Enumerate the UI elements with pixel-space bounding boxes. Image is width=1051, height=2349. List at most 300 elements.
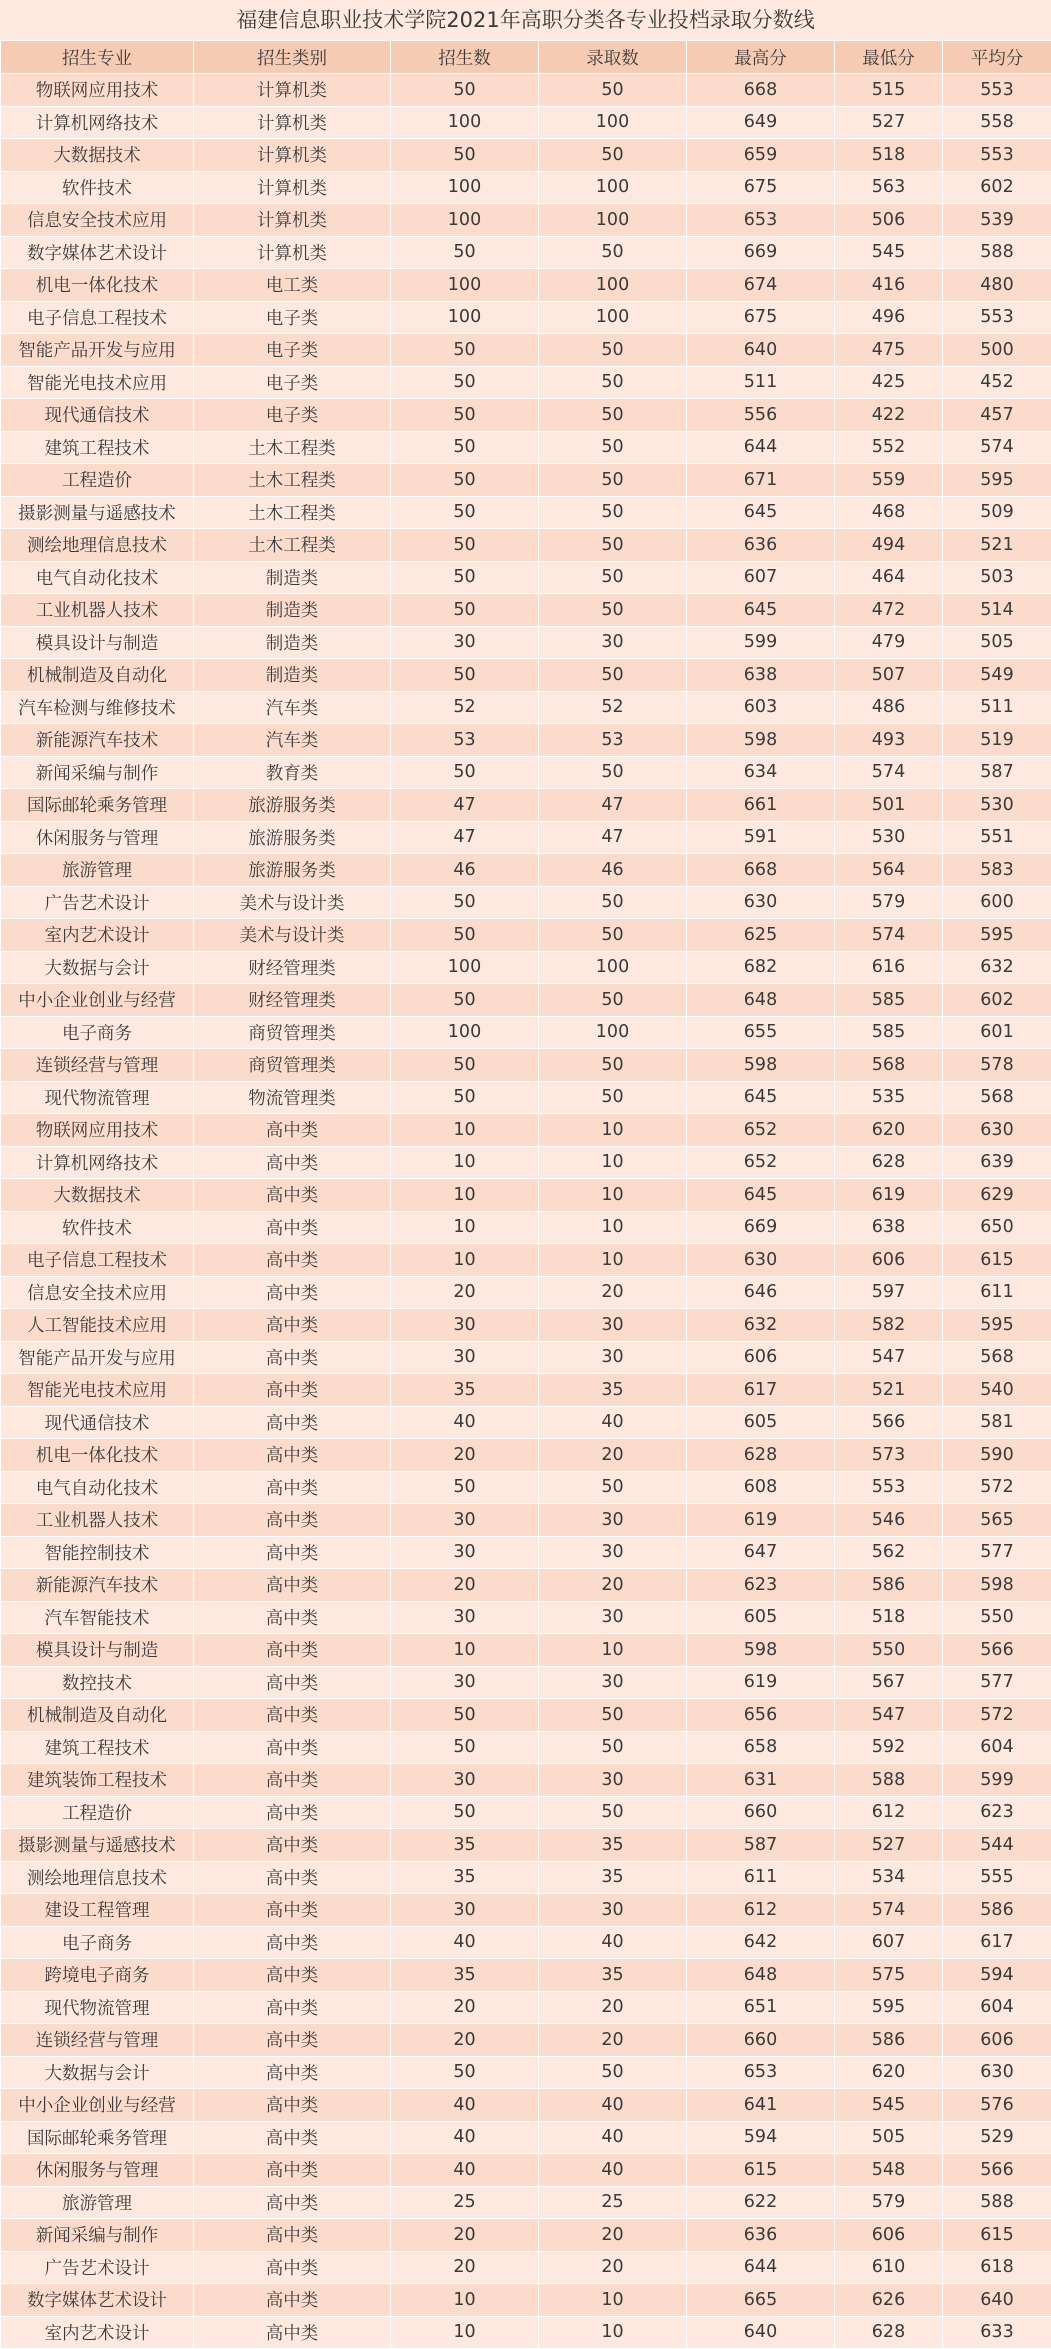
cell-category: 高中类 — [194, 2251, 391, 2284]
cell-category: 高中类 — [194, 2154, 391, 2187]
cell-category: 高中类 — [194, 1504, 391, 1537]
cell-quota: 40 — [391, 2121, 539, 2154]
table-row — [1, 1894, 1051, 1927]
table-row — [1, 2251, 1051, 2284]
cell-avg-score: 509 — [943, 496, 1051, 529]
cell-category: 汽车类 — [194, 691, 391, 724]
cell-avg-score: 539 — [943, 204, 1051, 237]
cell-admitted: 100 — [539, 171, 687, 204]
cell-admitted: 50 — [539, 886, 687, 919]
cell-category: 高中类 — [194, 1276, 391, 1309]
cell-max-score: 668 — [687, 854, 835, 887]
cell-min-score: 574 — [835, 919, 943, 952]
table-row — [1, 1731, 1051, 1764]
cell-max-score: 656 — [687, 1699, 835, 1732]
cell-min-score: 638 — [835, 1211, 943, 1244]
cell-max-score: 675 — [687, 171, 835, 204]
cell-major: 数字媒体艺术设计 — [1, 2284, 194, 2317]
cell-category: 土木工程类 — [194, 529, 391, 562]
cell-major: 旅游管理 — [1, 854, 194, 887]
cell-quota: 50 — [391, 399, 539, 432]
table-row — [1, 106, 1051, 139]
cell-category: 电子类 — [194, 366, 391, 399]
cell-category: 制造类 — [194, 594, 391, 627]
table-row — [1, 1634, 1051, 1667]
table-row — [1, 789, 1051, 822]
cell-max-score: 674 — [687, 269, 835, 302]
table-row — [1, 1211, 1051, 1244]
cell-avg-score: 615 — [943, 1244, 1051, 1277]
cell-quota: 40 — [391, 1406, 539, 1439]
cell-max-score: 619 — [687, 1504, 835, 1537]
cell-major: 休闲服务与管理 — [1, 821, 194, 854]
cell-admitted: 50 — [539, 74, 687, 107]
score-table — [0, 40, 1051, 2349]
cell-max-score: 594 — [687, 2121, 835, 2154]
cell-major: 电子商务 — [1, 1016, 194, 1049]
header-admitted: 录取数 — [539, 41, 687, 74]
cell-major: 大数据技术 — [1, 1179, 194, 1212]
cell-quota: 10 — [391, 1244, 539, 1277]
cell-admitted: 50 — [539, 756, 687, 789]
cell-max-score: 556 — [687, 399, 835, 432]
cell-max-score: 645 — [687, 1081, 835, 1114]
cell-admitted: 50 — [539, 919, 687, 952]
cell-category: 高中类 — [194, 2024, 391, 2057]
cell-major: 数字媒体艺术设计 — [1, 236, 194, 269]
cell-avg-score: 529 — [943, 2121, 1051, 2154]
cell-min-score: 553 — [835, 1471, 943, 1504]
cell-min-score: 562 — [835, 1536, 943, 1569]
cell-admitted: 30 — [539, 1504, 687, 1537]
cell-min-score: 575 — [835, 1959, 943, 1992]
cell-avg-score: 551 — [943, 821, 1051, 854]
cell-min-score: 486 — [835, 691, 943, 724]
cell-min-score: 579 — [835, 2186, 943, 2219]
cell-quota: 50 — [391, 1731, 539, 1764]
table-row — [1, 951, 1051, 984]
table-row — [1, 724, 1051, 757]
cell-admitted: 50 — [539, 431, 687, 464]
cell-quota: 40 — [391, 1926, 539, 1959]
cell-max-score: 661 — [687, 789, 835, 822]
cell-avg-score: 572 — [943, 1699, 1051, 1732]
cell-avg-score: 588 — [943, 236, 1051, 269]
cell-admitted: 50 — [539, 366, 687, 399]
cell-major: 电气自动化技术 — [1, 561, 194, 594]
cell-min-score: 547 — [835, 1341, 943, 1374]
cell-quota: 10 — [391, 1179, 539, 1212]
cell-min-score: 546 — [835, 1504, 943, 1537]
cell-category: 美术与设计类 — [194, 886, 391, 919]
table-row — [1, 1276, 1051, 1309]
cell-admitted: 52 — [539, 691, 687, 724]
header-category: 招生类别 — [194, 41, 391, 74]
cell-max-score: 611 — [687, 1861, 835, 1894]
cell-major: 国际邮轮乘务管理 — [1, 789, 194, 822]
cell-min-score: 515 — [835, 74, 943, 107]
cell-major: 电子信息工程技术 — [1, 301, 194, 334]
cell-max-score: 671 — [687, 464, 835, 497]
cell-category: 高中类 — [194, 1569, 391, 1602]
cell-category: 电子类 — [194, 334, 391, 367]
cell-quota: 35 — [391, 1959, 539, 1992]
cell-max-score: 645 — [687, 594, 835, 627]
cell-avg-score: 650 — [943, 1211, 1051, 1244]
cell-quota: 30 — [391, 1894, 539, 1927]
cell-category: 高中类 — [194, 1114, 391, 1147]
cell-max-score: 619 — [687, 1666, 835, 1699]
table-row — [1, 1016, 1051, 1049]
cell-min-score: 579 — [835, 886, 943, 919]
cell-major: 广告艺术设计 — [1, 2251, 194, 2284]
cell-max-score: 615 — [687, 2154, 835, 2187]
cell-avg-score: 505 — [943, 626, 1051, 659]
cell-quota: 30 — [391, 1666, 539, 1699]
cell-avg-score: 630 — [943, 1114, 1051, 1147]
cell-avg-score: 595 — [943, 464, 1051, 497]
cell-admitted: 35 — [539, 1959, 687, 1992]
cell-admitted: 10 — [539, 1244, 687, 1277]
cell-min-score: 620 — [835, 2056, 943, 2089]
table-row — [1, 1406, 1051, 1439]
cell-category: 计算机类 — [194, 74, 391, 107]
cell-max-score: 640 — [687, 334, 835, 367]
cell-major: 建筑装饰工程技术 — [1, 1764, 194, 1797]
cell-admitted: 20 — [539, 2219, 687, 2252]
cell-category: 土木工程类 — [194, 431, 391, 464]
cell-avg-score: 599 — [943, 1764, 1051, 1797]
cell-admitted: 10 — [539, 1211, 687, 1244]
cell-quota: 20 — [391, 1439, 539, 1472]
cell-avg-score: 544 — [943, 1829, 1051, 1862]
cell-quota: 50 — [391, 529, 539, 562]
cell-min-score: 507 — [835, 659, 943, 692]
cell-major: 模具设计与制造 — [1, 1634, 194, 1667]
cell-quota: 47 — [391, 821, 539, 854]
cell-max-score: 605 — [687, 1406, 835, 1439]
cell-avg-score: 553 — [943, 74, 1051, 107]
table-row — [1, 431, 1051, 464]
cell-quota: 50 — [391, 756, 539, 789]
cell-major: 物联网应用技术 — [1, 74, 194, 107]
table-row — [1, 2316, 1051, 2349]
cell-max-score: 649 — [687, 106, 835, 139]
cell-category: 旅游服务类 — [194, 789, 391, 822]
cell-max-score: 605 — [687, 1601, 835, 1634]
cell-major: 建筑工程技术 — [1, 1731, 194, 1764]
cell-category: 制造类 — [194, 561, 391, 594]
cell-avg-score: 598 — [943, 1569, 1051, 1602]
cell-admitted: 40 — [539, 2154, 687, 2187]
cell-quota: 100 — [391, 204, 539, 237]
cell-admitted: 20 — [539, 2024, 687, 2057]
cell-max-score: 603 — [687, 691, 835, 724]
table-row — [1, 2284, 1051, 2317]
cell-quota: 10 — [391, 1114, 539, 1147]
cell-max-score: 631 — [687, 1764, 835, 1797]
cell-category: 高中类 — [194, 1959, 391, 1992]
cell-category: 计算机类 — [194, 139, 391, 172]
cell-admitted: 50 — [539, 594, 687, 627]
cell-category: 高中类 — [194, 1406, 391, 1439]
table-row — [1, 139, 1051, 172]
cell-avg-score: 618 — [943, 2251, 1051, 2284]
cell-quota: 20 — [391, 1569, 539, 1602]
cell-quota: 50 — [391, 1699, 539, 1732]
cell-max-score: 617 — [687, 1374, 835, 1407]
cell-quota: 52 — [391, 691, 539, 724]
cell-quota: 100 — [391, 301, 539, 334]
cell-avg-score: 595 — [943, 1309, 1051, 1342]
cell-admitted: 10 — [539, 1146, 687, 1179]
cell-major: 数控技术 — [1, 1666, 194, 1699]
cell-avg-score: 577 — [943, 1666, 1051, 1699]
cell-max-score: 642 — [687, 1926, 835, 1959]
cell-min-score: 610 — [835, 2251, 943, 2284]
cell-category: 美术与设计类 — [194, 919, 391, 952]
cell-major: 智能产品开发与应用 — [1, 1341, 194, 1374]
cell-major: 新闻采编与制作 — [1, 2219, 194, 2252]
cell-max-score: 628 — [687, 1439, 835, 1472]
document-title: 福建信息职业技术学院2021年高职分类各专业投档录取分数线 — [0, 0, 1051, 40]
cell-min-score: 620 — [835, 1114, 943, 1147]
cell-major: 新能源汽车技术 — [1, 1569, 194, 1602]
cell-min-score: 506 — [835, 204, 943, 237]
table-row — [1, 1764, 1051, 1797]
cell-avg-score: 500 — [943, 334, 1051, 367]
cell-min-score: 628 — [835, 1146, 943, 1179]
table-row — [1, 334, 1051, 367]
cell-major: 室内艺术设计 — [1, 2316, 194, 2349]
cell-major: 大数据技术 — [1, 139, 194, 172]
cell-category: 高中类 — [194, 1666, 391, 1699]
cell-max-score: 648 — [687, 1959, 835, 1992]
cell-min-score: 586 — [835, 2024, 943, 2057]
cell-admitted: 50 — [539, 1699, 687, 1732]
cell-major: 测绘地理信息技术 — [1, 529, 194, 562]
cell-quota: 10 — [391, 1146, 539, 1179]
cell-major: 建筑工程技术 — [1, 431, 194, 464]
cell-max-score: 634 — [687, 756, 835, 789]
cell-min-score: 545 — [835, 236, 943, 269]
cell-category: 高中类 — [194, 1146, 391, 1179]
cell-min-score: 626 — [835, 2284, 943, 2317]
cell-category: 土木工程类 — [194, 464, 391, 497]
cell-min-score: 416 — [835, 269, 943, 302]
cell-avg-score: 629 — [943, 1179, 1051, 1212]
header-max-score: 最高分 — [687, 41, 835, 74]
table-row — [1, 1471, 1051, 1504]
cell-max-score: 591 — [687, 821, 835, 854]
cell-min-score: 425 — [835, 366, 943, 399]
cell-admitted: 50 — [539, 561, 687, 594]
cell-max-score: 658 — [687, 1731, 835, 1764]
cell-avg-score: 565 — [943, 1504, 1051, 1537]
cell-quota: 46 — [391, 854, 539, 887]
cell-major: 汽车检测与维修技术 — [1, 691, 194, 724]
table-row — [1, 2056, 1051, 2089]
cell-category: 高中类 — [194, 1634, 391, 1667]
cell-max-score: 653 — [687, 204, 835, 237]
cell-major: 大数据与会计 — [1, 951, 194, 984]
cell-max-score: 645 — [687, 1179, 835, 1212]
cell-avg-score: 566 — [943, 1634, 1051, 1667]
cell-avg-score: 553 — [943, 301, 1051, 334]
table-row — [1, 984, 1051, 1017]
cell-quota: 40 — [391, 2154, 539, 2187]
cell-admitted: 10 — [539, 2284, 687, 2317]
cell-min-score: 588 — [835, 1764, 943, 1797]
cell-max-score: 665 — [687, 2284, 835, 2317]
table-row — [1, 1829, 1051, 1862]
cell-min-score: 612 — [835, 1796, 943, 1829]
cell-admitted: 47 — [539, 789, 687, 822]
cell-admitted: 30 — [539, 1601, 687, 1634]
cell-min-score: 568 — [835, 1049, 943, 1082]
cell-major: 建设工程管理 — [1, 1894, 194, 1927]
cell-category: 高中类 — [194, 2219, 391, 2252]
cell-category: 高中类 — [194, 1861, 391, 1894]
cell-min-score: 505 — [835, 2121, 943, 2154]
cell-admitted: 100 — [539, 204, 687, 237]
cell-min-score: 548 — [835, 2154, 943, 2187]
cell-admitted: 25 — [539, 2186, 687, 2219]
cell-admitted: 100 — [539, 1016, 687, 1049]
cell-major: 现代物流管理 — [1, 1081, 194, 1114]
cell-major: 现代通信技术 — [1, 399, 194, 432]
cell-avg-score: 595 — [943, 919, 1051, 952]
cell-admitted: 40 — [539, 1406, 687, 1439]
cell-max-score: 623 — [687, 1569, 835, 1602]
cell-avg-score: 606 — [943, 2024, 1051, 2057]
cell-admitted: 35 — [539, 1829, 687, 1862]
cell-major: 机械制造及自动化 — [1, 1699, 194, 1732]
cell-avg-score: 521 — [943, 529, 1051, 562]
cell-major: 模具设计与制造 — [1, 626, 194, 659]
table-row — [1, 2121, 1051, 2154]
table-row — [1, 1861, 1051, 1894]
cell-quota: 50 — [391, 74, 539, 107]
cell-avg-score: 581 — [943, 1406, 1051, 1439]
cell-category: 高中类 — [194, 1601, 391, 1634]
table-row — [1, 854, 1051, 887]
cell-quota: 50 — [391, 659, 539, 692]
cell-avg-score: 640 — [943, 2284, 1051, 2317]
cell-min-score: 534 — [835, 1861, 943, 1894]
cell-max-score: 647 — [687, 1536, 835, 1569]
cell-major: 工程造价 — [1, 1796, 194, 1829]
cell-admitted: 35 — [539, 1861, 687, 1894]
cell-category: 制造类 — [194, 626, 391, 659]
cell-max-score: 607 — [687, 561, 835, 594]
cell-max-score: 599 — [687, 626, 835, 659]
cell-max-score: 652 — [687, 1114, 835, 1147]
cell-min-score: 607 — [835, 1926, 943, 1959]
cell-admitted: 30 — [539, 1894, 687, 1927]
cell-major: 智能光电技术应用 — [1, 1374, 194, 1407]
header-quota: 招生数 — [391, 41, 539, 74]
cell-major: 中小企业创业与经营 — [1, 984, 194, 1017]
cell-min-score: 545 — [835, 2089, 943, 2122]
table-row — [1, 74, 1051, 107]
cell-quota: 50 — [391, 366, 539, 399]
cell-admitted: 50 — [539, 984, 687, 1017]
cell-category: 高中类 — [194, 1439, 391, 1472]
table-row — [1, 1179, 1051, 1212]
cell-min-score: 574 — [835, 756, 943, 789]
cell-major: 跨境电子商务 — [1, 1959, 194, 1992]
cell-avg-score: 633 — [943, 2316, 1051, 2349]
cell-category: 高中类 — [194, 1796, 391, 1829]
cell-admitted: 30 — [539, 1536, 687, 1569]
table-row — [1, 1049, 1051, 1082]
table-row — [1, 1666, 1051, 1699]
cell-category: 商贸管理类 — [194, 1016, 391, 1049]
cell-quota: 50 — [391, 1049, 539, 1082]
cell-avg-score: 602 — [943, 171, 1051, 204]
cell-avg-score: 576 — [943, 2089, 1051, 2122]
cell-quota: 100 — [391, 269, 539, 302]
cell-major: 工业机器人技术 — [1, 1504, 194, 1537]
cell-category: 高中类 — [194, 2186, 391, 2219]
cell-avg-score: 604 — [943, 1731, 1051, 1764]
table-row — [1, 2024, 1051, 2057]
cell-avg-score: 623 — [943, 1796, 1051, 1829]
cell-category: 土木工程类 — [194, 496, 391, 529]
cell-major: 机电一体化技术 — [1, 269, 194, 302]
cell-category: 高中类 — [194, 1699, 391, 1732]
table-row — [1, 2089, 1051, 2122]
cell-avg-score: 519 — [943, 724, 1051, 757]
cell-max-score: 644 — [687, 431, 835, 464]
cell-major: 测绘地理信息技术 — [1, 1861, 194, 1894]
cell-max-score: 659 — [687, 139, 835, 172]
cell-avg-score: 572 — [943, 1471, 1051, 1504]
cell-max-score: 598 — [687, 1049, 835, 1082]
table-row — [1, 171, 1051, 204]
cell-quota: 50 — [391, 1796, 539, 1829]
cell-min-score: 563 — [835, 171, 943, 204]
table-row — [1, 1601, 1051, 1634]
cell-admitted: 10 — [539, 1114, 687, 1147]
cell-major: 智能产品开发与应用 — [1, 334, 194, 367]
cell-category: 高中类 — [194, 1536, 391, 1569]
cell-quota: 30 — [391, 1504, 539, 1537]
cell-max-score: 645 — [687, 496, 835, 529]
cell-category: 高中类 — [194, 1374, 391, 1407]
cell-avg-score: 549 — [943, 659, 1051, 692]
cell-admitted: 50 — [539, 464, 687, 497]
cell-category: 高中类 — [194, 1764, 391, 1797]
cell-admitted: 30 — [539, 1309, 687, 1342]
table-row — [1, 1991, 1051, 2024]
cell-avg-score: 550 — [943, 1601, 1051, 1634]
cell-min-score: 494 — [835, 529, 943, 562]
cell-max-score: 651 — [687, 1991, 835, 2024]
cell-category: 商贸管理类 — [194, 1049, 391, 1082]
cell-quota: 50 — [391, 2056, 539, 2089]
cell-max-score: 511 — [687, 366, 835, 399]
cell-avg-score: 578 — [943, 1049, 1051, 1082]
cell-max-score: 636 — [687, 2219, 835, 2252]
table-row — [1, 1959, 1051, 1992]
cell-min-score: 619 — [835, 1179, 943, 1212]
cell-quota: 50 — [391, 139, 539, 172]
cell-admitted: 100 — [539, 269, 687, 302]
cell-category: 高中类 — [194, 1731, 391, 1764]
cell-major: 电气自动化技术 — [1, 1471, 194, 1504]
